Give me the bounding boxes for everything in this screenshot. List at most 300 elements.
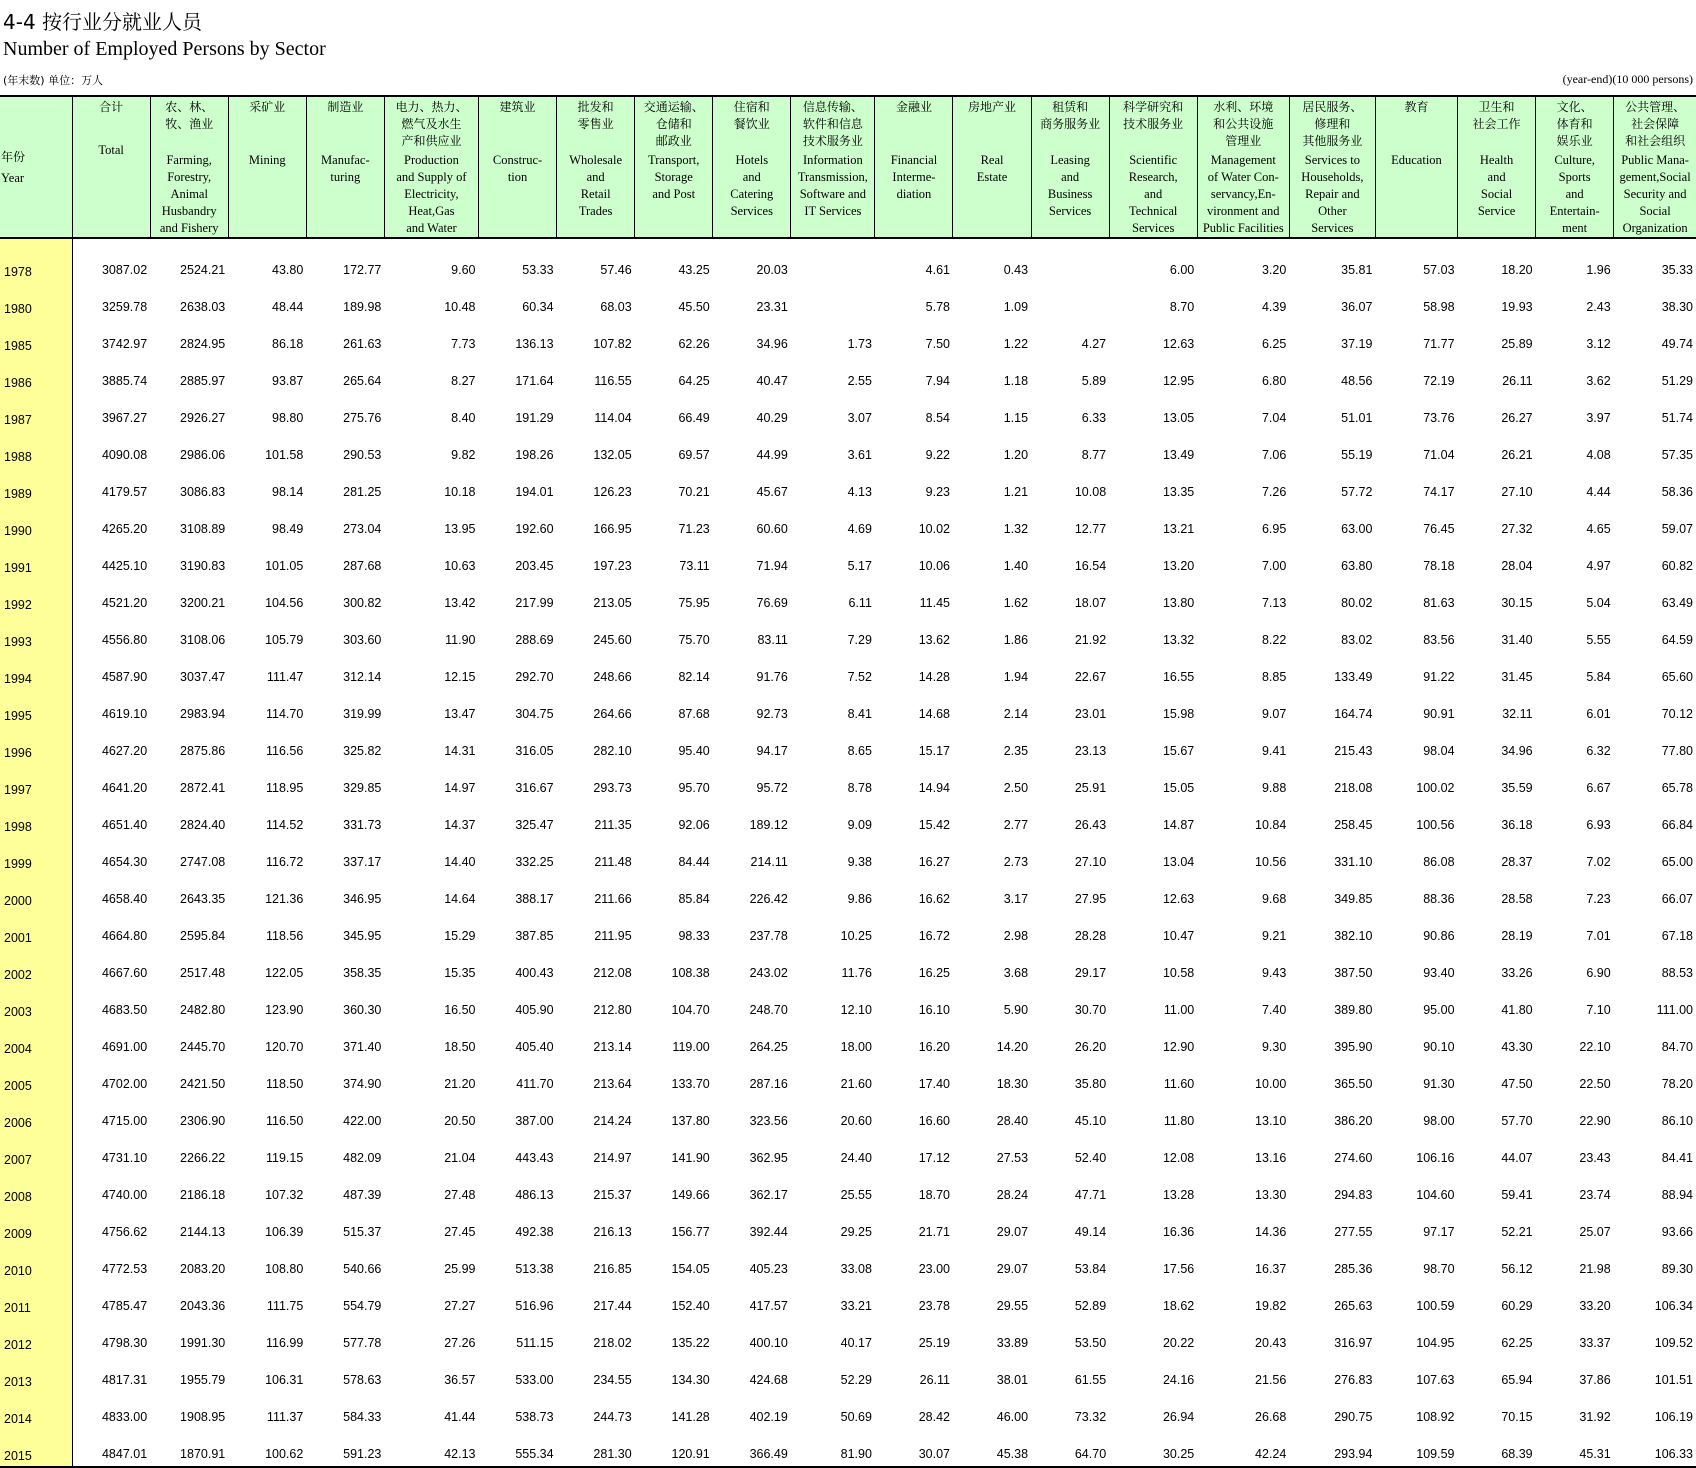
value-cell: 3.07 bbox=[847, 411, 872, 425]
value-cell: 48.44 bbox=[272, 300, 304, 314]
column-header bbox=[228, 96, 306, 238]
value-cell: 319.99 bbox=[343, 707, 382, 721]
value-cell: 98.80 bbox=[272, 411, 304, 425]
value-cell: 3190.83 bbox=[180, 559, 226, 573]
column-header-en: Wholesale and Retail Trades bbox=[569, 153, 622, 218]
value-cell: 6.00 bbox=[1169, 263, 1195, 277]
value-cell: 2186.18 bbox=[180, 1188, 226, 1202]
value-cell: 2517.48 bbox=[180, 966, 226, 980]
value-cell: 68.03 bbox=[600, 300, 632, 314]
value-cell: 4090.08 bbox=[101, 448, 148, 462]
table-row bbox=[0, 1170, 1696, 1207]
value-cell: 312.14 bbox=[343, 670, 382, 684]
value-cell: 2643.35 bbox=[180, 892, 226, 906]
value-cell: 3200.21 bbox=[180, 596, 226, 610]
value-cell: 28.58 bbox=[1501, 892, 1533, 906]
value-cell: 31.92 bbox=[1579, 1410, 1611, 1424]
value-cell: 1.62 bbox=[1003, 596, 1029, 610]
value-cell: 3087.02 bbox=[101, 263, 148, 277]
value-cell: 75.70 bbox=[678, 633, 710, 647]
year-cell: 2008 bbox=[0, 1170, 72, 1207]
value-cell bbox=[791, 282, 875, 319]
value-cell: 234.55 bbox=[593, 1373, 632, 1387]
value-cell: 33.89 bbox=[996, 1336, 1029, 1350]
value-cell: 6.33 bbox=[1081, 411, 1107, 425]
value-cell: 98.33 bbox=[678, 929, 710, 943]
year-cell: 1997 bbox=[0, 763, 72, 800]
value-cell: 43.80 bbox=[272, 263, 304, 277]
value-cell: 4179.57 bbox=[101, 485, 148, 499]
value-cell: 4651.40 bbox=[101, 818, 148, 832]
value-cell: 60.34 bbox=[522, 300, 554, 314]
value-cell: 95.70 bbox=[678, 781, 710, 795]
column-header-cn: 制造业 bbox=[327, 100, 364, 114]
value-cell: 37.19 bbox=[1341, 337, 1373, 351]
value-cell: 16.36 bbox=[1162, 1225, 1195, 1239]
value-cell: 4654.30 bbox=[101, 855, 148, 869]
value-cell: 44.99 bbox=[756, 448, 788, 462]
value-cell: 52.21 bbox=[1501, 1225, 1533, 1239]
value-cell: 40.47 bbox=[756, 374, 788, 388]
value-cell: 25.07 bbox=[1579, 1225, 1611, 1239]
value-cell: 211.95 bbox=[594, 929, 632, 943]
value-cell: 12.77 bbox=[1074, 522, 1107, 536]
value-cell: 22.10 bbox=[1579, 1040, 1611, 1054]
value-cell: 4785.47 bbox=[101, 1299, 148, 1313]
column-header-cn: 年份 bbox=[1, 150, 26, 164]
value-cell: 91.76 bbox=[756, 670, 788, 684]
value-cell: 23.31 bbox=[756, 300, 788, 314]
value-cell: 120.70 bbox=[265, 1040, 304, 1054]
value-cell: 265.63 bbox=[1334, 1299, 1373, 1313]
value-cell: 281.30 bbox=[557, 1429, 635, 1467]
value-cell: 2.98 bbox=[1003, 929, 1029, 943]
value-cell: 6.11 bbox=[848, 596, 872, 610]
value-cell: 16.20 bbox=[918, 1040, 950, 1054]
value-cell: 387.50 bbox=[1334, 966, 1373, 980]
value-cell: 6.01 bbox=[1586, 707, 1611, 721]
value-cell: 8.27 bbox=[451, 374, 476, 388]
table-row bbox=[0, 948, 1696, 985]
year-cell: 2012 bbox=[0, 1318, 72, 1355]
value-cell: 387.85 bbox=[515, 929, 554, 943]
value-cell: 45.50 bbox=[678, 300, 710, 314]
value-cell: 9.41 bbox=[1261, 744, 1287, 758]
value-cell: 9.88 bbox=[1261, 781, 1287, 795]
value-cell: 212.08 bbox=[593, 966, 632, 980]
value-cell: 76.69 bbox=[756, 596, 788, 610]
value-cell: 2.50 bbox=[1003, 781, 1029, 795]
value-cell: 95.00 bbox=[1423, 1003, 1455, 1017]
value-cell: 86.18 bbox=[272, 337, 304, 351]
value-cell: 387.00 bbox=[515, 1114, 554, 1128]
value-cell: 2872.41 bbox=[180, 781, 226, 795]
value-cell: 218.08 bbox=[1334, 781, 1373, 795]
value-cell: 56.12 bbox=[1501, 1262, 1533, 1276]
value-cell: 13.95 bbox=[444, 522, 476, 536]
column-header-en: Management of Water Con- servancy,En- vironment and Public Facilities bbox=[1202, 153, 1284, 235]
value-cell: 4702.00 bbox=[101, 1077, 148, 1091]
table-row bbox=[0, 430, 1696, 467]
value-cell: 40.17 bbox=[840, 1336, 872, 1350]
value-cell: 26.68 bbox=[1255, 1410, 1287, 1424]
value-cell: 13.42 bbox=[444, 596, 476, 610]
value-cell bbox=[1031, 282, 1109, 319]
value-cell: 4817.31 bbox=[101, 1373, 148, 1387]
table-row bbox=[0, 238, 1696, 282]
value-cell: 118.50 bbox=[266, 1077, 304, 1091]
value-cell: 2875.86 bbox=[180, 744, 226, 758]
value-cell: 4.13 bbox=[847, 485, 872, 499]
value-cell: 540.66 bbox=[343, 1262, 382, 1276]
value-cell: 37.86 bbox=[1579, 1373, 1611, 1387]
value-cell: 189.12 bbox=[749, 818, 788, 832]
value-cell: 91.22 bbox=[1423, 670, 1455, 684]
column-header-cn: 采矿业 bbox=[249, 100, 286, 114]
value-cell: 4691.00 bbox=[101, 1040, 148, 1054]
value-cell: 73.32 bbox=[1074, 1410, 1107, 1424]
table-row bbox=[0, 319, 1696, 356]
value-cell: 265.64 bbox=[343, 374, 382, 388]
value-cell: 16.72 bbox=[918, 929, 950, 943]
value-cell: 2445.70 bbox=[180, 1040, 226, 1054]
value-cell: 27.10 bbox=[1074, 855, 1107, 869]
year-cell: 2003 bbox=[0, 985, 72, 1022]
value-cell: 2043.36 bbox=[180, 1299, 226, 1313]
column-header-cn: 交通运输、 仓储和 邮政业 bbox=[643, 100, 704, 148]
value-cell: 8.40 bbox=[451, 411, 476, 425]
value-cell: 287.68 bbox=[343, 559, 382, 573]
value-cell: 15.05 bbox=[1162, 781, 1195, 795]
value-cell: 119.15 bbox=[266, 1151, 304, 1165]
value-cell: 93.66 bbox=[1661, 1225, 1693, 1239]
value-cell: 18.50 bbox=[444, 1040, 476, 1054]
value-cell: 555.34 bbox=[479, 1429, 557, 1467]
column-header-en: Leasing and Business Services bbox=[1047, 153, 1093, 218]
value-cell: 63.49 bbox=[1661, 596, 1693, 610]
value-cell: 275.76 bbox=[343, 411, 382, 425]
value-cell: 212.80 bbox=[593, 1003, 632, 1017]
value-cell: 9.68 bbox=[1261, 892, 1287, 906]
value-cell: 23.13 bbox=[1074, 744, 1107, 758]
value-cell: 217.44 bbox=[593, 1299, 632, 1313]
value-cell: 6.90 bbox=[1586, 966, 1611, 980]
value-cell: 57.46 bbox=[600, 263, 632, 277]
table-row bbox=[0, 504, 1696, 541]
value-cell: 395.90 bbox=[1334, 1040, 1373, 1054]
value-cell: 121.36 bbox=[265, 892, 304, 906]
column-header bbox=[1289, 96, 1375, 238]
table-row bbox=[0, 467, 1696, 504]
table-row bbox=[0, 874, 1696, 911]
value-cell: 116.72 bbox=[266, 855, 304, 869]
value-cell: 15.67 bbox=[1162, 744, 1195, 758]
value-cell: 118.95 bbox=[266, 781, 304, 795]
value-cell: 104.70 bbox=[671, 1003, 710, 1017]
value-cell: 287.16 bbox=[749, 1077, 788, 1091]
value-cell: 109.59 bbox=[1375, 1429, 1457, 1467]
value-cell: 47.71 bbox=[1074, 1188, 1107, 1202]
value-cell: 114.52 bbox=[266, 818, 304, 832]
value-cell: 26.27 bbox=[1501, 411, 1533, 425]
value-cell: 366.49 bbox=[713, 1429, 791, 1467]
value-cell: 119.00 bbox=[672, 1040, 710, 1054]
value-cell: 516.96 bbox=[515, 1299, 554, 1313]
value-cell: 10.00 bbox=[1255, 1077, 1287, 1091]
value-cell: 82.14 bbox=[678, 670, 710, 684]
value-cell: 25.99 bbox=[444, 1262, 476, 1276]
value-cell: 71.04 bbox=[1423, 448, 1455, 462]
value-cell: 1.21 bbox=[1003, 485, 1029, 499]
value-cell: 107.63 bbox=[1416, 1373, 1455, 1387]
value-cell: 83.11 bbox=[757, 633, 788, 647]
value-cell: 137.80 bbox=[671, 1114, 710, 1128]
header-row bbox=[0, 96, 1696, 238]
value-cell: 2144.13 bbox=[180, 1225, 226, 1239]
column-header bbox=[1109, 96, 1197, 238]
table-row bbox=[0, 1355, 1696, 1392]
value-cell: 1.32 bbox=[1003, 522, 1029, 536]
value-cell: 14.97 bbox=[444, 781, 476, 795]
value-cell: 8.65 bbox=[847, 744, 872, 758]
value-cell: 30.25 bbox=[1109, 1429, 1197, 1467]
value-cell: 213.64 bbox=[593, 1077, 632, 1091]
column-header-en: Financial Interme- diation bbox=[890, 153, 938, 201]
value-cell: 133.49 bbox=[1334, 670, 1373, 684]
value-cell: 91.30 bbox=[1423, 1077, 1455, 1091]
value-cell: 87.68 bbox=[678, 707, 710, 721]
value-cell: 417.57 bbox=[749, 1299, 788, 1313]
value-cell: 26.11 bbox=[1502, 374, 1533, 388]
value-cell: 274.60 bbox=[1334, 1151, 1373, 1165]
column-header-en: Public Mana- gement,Social Security and Social Organization bbox=[1619, 153, 1691, 235]
value-cell: 136.13 bbox=[515, 337, 554, 351]
value-cell: 1.73 bbox=[847, 337, 872, 351]
value-cell: 213.05 bbox=[593, 596, 632, 610]
value-cell: 104.60 bbox=[1416, 1188, 1455, 1202]
column-header bbox=[306, 96, 384, 238]
value-cell: 360.30 bbox=[343, 1003, 382, 1017]
value-cell: 88.94 bbox=[1661, 1188, 1693, 1202]
value-cell: 22.90 bbox=[1579, 1114, 1611, 1128]
value-cell: 290.53 bbox=[343, 448, 382, 462]
value-cell: 26.94 bbox=[1162, 1410, 1195, 1424]
value-cell: 106.16 bbox=[1416, 1151, 1455, 1165]
value-cell: 53.84 bbox=[1074, 1262, 1107, 1276]
value-cell: 92.06 bbox=[678, 818, 710, 832]
value-cell: 213.14 bbox=[593, 1040, 632, 1054]
value-cell: 35.59 bbox=[1501, 781, 1533, 795]
value-cell: 13.05 bbox=[1162, 411, 1195, 425]
value-cell: 244.73 bbox=[593, 1410, 632, 1424]
value-cell: 226.42 bbox=[749, 892, 788, 906]
value-cell: 331.73 bbox=[343, 818, 382, 832]
value-cell: 23.00 bbox=[918, 1262, 950, 1276]
value-cell: 17.56 bbox=[1162, 1262, 1195, 1276]
value-cell: 8.22 bbox=[1261, 633, 1287, 647]
value-cell: 5.84 bbox=[1586, 670, 1611, 684]
value-cell: 59.41 bbox=[1501, 1188, 1533, 1202]
value-cell: 2.43 bbox=[1586, 300, 1611, 314]
value-cell: 8.70 bbox=[1169, 300, 1195, 314]
value-cell: 83.02 bbox=[1341, 633, 1373, 647]
value-cell: 28.04 bbox=[1501, 559, 1533, 573]
value-cell: 18.30 bbox=[996, 1077, 1029, 1091]
value-cell: 25.91 bbox=[1074, 781, 1107, 795]
value-cell: 64.70 bbox=[1031, 1429, 1109, 1467]
column-header bbox=[1458, 96, 1536, 238]
value-cell: 214.11 bbox=[750, 855, 788, 869]
value-cell: 365.50 bbox=[1334, 1077, 1373, 1091]
year-cell: 2010 bbox=[0, 1244, 72, 1281]
value-cell: 386.20 bbox=[1334, 1114, 1373, 1128]
value-cell: 73.76 bbox=[1423, 411, 1455, 425]
value-cell: 70.15 bbox=[1501, 1410, 1533, 1424]
value-cell: 93.40 bbox=[1423, 966, 1455, 980]
value-cell: 7.26 bbox=[1261, 485, 1287, 499]
value-cell: 166.95 bbox=[593, 522, 632, 536]
value-cell: 94.17 bbox=[756, 744, 788, 758]
table-row bbox=[0, 1318, 1696, 1355]
column-header-en: Real Estate bbox=[976, 153, 1008, 184]
value-cell: 374.90 bbox=[343, 1077, 382, 1091]
column-header bbox=[150, 96, 228, 238]
value-cell: 41.44 bbox=[444, 1410, 476, 1424]
value-cell: 107.32 bbox=[265, 1188, 304, 1202]
value-cell: 216.85 bbox=[593, 1262, 632, 1276]
value-cell: 4521.20 bbox=[101, 596, 148, 610]
value-cell: 43.30 bbox=[1501, 1040, 1533, 1054]
value-cell: 104.95 bbox=[1416, 1336, 1455, 1350]
value-cell: 1.18 bbox=[1003, 374, 1029, 388]
value-cell: 52.40 bbox=[1074, 1151, 1107, 1165]
value-cell: 27.48 bbox=[444, 1188, 476, 1202]
value-cell: 215.37 bbox=[593, 1188, 632, 1202]
value-cell: 2.55 bbox=[847, 374, 872, 388]
value-cell: 2.73 bbox=[1003, 855, 1029, 869]
value-cell: 32.11 bbox=[1502, 707, 1533, 721]
value-cell: 27.45 bbox=[444, 1225, 476, 1239]
value-cell: 71.94 bbox=[756, 559, 788, 573]
value-cell: 100.02 bbox=[1416, 781, 1455, 795]
value-cell: 75.95 bbox=[678, 596, 710, 610]
value-cell: 4.61 bbox=[925, 263, 950, 277]
value-cell: 57.72 bbox=[1341, 485, 1373, 499]
value-cell: 21.92 bbox=[1074, 633, 1107, 647]
value-cell: 154.05 bbox=[671, 1262, 710, 1276]
value-cell bbox=[1031, 238, 1109, 282]
column-header-en: Production and Supply of Electricity, Heat,Gas and Water bbox=[396, 153, 467, 235]
value-cell: 123.90 bbox=[265, 1003, 304, 1017]
value-cell: 258.45 bbox=[1334, 818, 1373, 832]
value-cell: 65.60 bbox=[1661, 670, 1693, 684]
value-cell: 2524.21 bbox=[180, 263, 226, 277]
value-cell: 38.01 bbox=[996, 1373, 1029, 1387]
value-cell: 23.01 bbox=[1074, 707, 1107, 721]
value-cell: 100.62 bbox=[228, 1429, 306, 1467]
value-cell: 141.90 bbox=[671, 1151, 710, 1165]
value-cell: 424.68 bbox=[749, 1373, 788, 1387]
column-header-en: Total bbox=[98, 143, 124, 157]
value-cell: 48.56 bbox=[1341, 374, 1373, 388]
value-cell: 51.74 bbox=[1661, 411, 1693, 425]
value-cell: 84.41 bbox=[1661, 1151, 1693, 1165]
value-cell: 4847.01 bbox=[72, 1429, 150, 1467]
value-cell: 95.72 bbox=[756, 781, 788, 795]
value-cell: 108.80 bbox=[265, 1262, 304, 1276]
value-cell: 69.57 bbox=[678, 448, 710, 462]
value-cell: 63.80 bbox=[1341, 559, 1373, 573]
value-cell: 89.30 bbox=[1661, 1262, 1693, 1276]
column-header bbox=[635, 96, 713, 238]
value-cell: 23.78 bbox=[918, 1299, 950, 1313]
value-cell bbox=[791, 238, 875, 282]
value-cell: 116.55 bbox=[594, 374, 632, 388]
year-cell: 2015 bbox=[0, 1429, 72, 1467]
value-cell: 4587.90 bbox=[101, 670, 148, 684]
value-cell: 4641.20 bbox=[101, 781, 148, 795]
value-cell: 58.36 bbox=[1661, 485, 1693, 499]
value-cell: 337.17 bbox=[343, 855, 382, 869]
value-cell: 84.70 bbox=[1661, 1040, 1693, 1054]
value-cell: 35.81 bbox=[1341, 263, 1373, 277]
value-cell: 30.15 bbox=[1501, 596, 1533, 610]
value-cell: 114.70 bbox=[266, 707, 304, 721]
value-cell: 371.40 bbox=[343, 1040, 382, 1054]
value-cell: 57.35 bbox=[1661, 448, 1693, 462]
value-cell: 40.29 bbox=[756, 411, 788, 425]
year-cell: 1995 bbox=[0, 689, 72, 726]
value-cell: 33.20 bbox=[1579, 1299, 1611, 1313]
table-row bbox=[0, 800, 1696, 837]
column-header-cn: 电力、热力、 燃气及水生 产和供应业 bbox=[395, 100, 468, 148]
value-cell: 65.00 bbox=[1661, 855, 1693, 869]
value-cell: 6.95 bbox=[1261, 522, 1287, 536]
value-cell: 106.34 bbox=[1654, 1299, 1693, 1313]
value-cell: 12.63 bbox=[1162, 337, 1195, 351]
value-cell: 14.20 bbox=[996, 1040, 1029, 1054]
value-cell: 98.14 bbox=[272, 485, 304, 499]
value-cell: 77.80 bbox=[1661, 744, 1693, 758]
value-cell: 90.10 bbox=[1423, 1040, 1455, 1054]
value-cell: 57.70 bbox=[1501, 1114, 1533, 1128]
value-cell: 109.52 bbox=[1654, 1336, 1693, 1350]
value-cell: 26.43 bbox=[1074, 818, 1107, 832]
value-cell: 7.06 bbox=[1261, 448, 1287, 462]
column-header bbox=[1614, 96, 1696, 238]
value-cell: 214.24 bbox=[593, 1114, 632, 1128]
value-cell: 3037.47 bbox=[180, 670, 226, 684]
value-cell: 42.24 bbox=[1197, 1429, 1289, 1467]
value-cell: 10.06 bbox=[918, 559, 950, 573]
value-cell: 4.08 bbox=[1586, 448, 1611, 462]
value-cell: 80.02 bbox=[1341, 596, 1373, 610]
value-cell: 33.08 bbox=[840, 1262, 872, 1276]
value-cell: 134.30 bbox=[671, 1373, 710, 1387]
value-cell: 15.98 bbox=[1162, 707, 1195, 721]
value-cell: 6.93 bbox=[1586, 818, 1611, 832]
unit-note-en: (year-end)(10 000 persons) bbox=[1562, 72, 1693, 86]
value-cell: 60.29 bbox=[1501, 1299, 1533, 1313]
value-cell: 198.26 bbox=[515, 448, 554, 462]
table-row bbox=[0, 356, 1696, 393]
value-cell: 4715.00 bbox=[101, 1114, 148, 1128]
value-cell: 300.82 bbox=[343, 596, 382, 610]
value-cell: 98.70 bbox=[1423, 1262, 1455, 1276]
value-cell: 7.94 bbox=[925, 374, 950, 388]
value-cell: 55.19 bbox=[1341, 448, 1373, 462]
value-cell: 1.15 bbox=[1003, 411, 1029, 425]
